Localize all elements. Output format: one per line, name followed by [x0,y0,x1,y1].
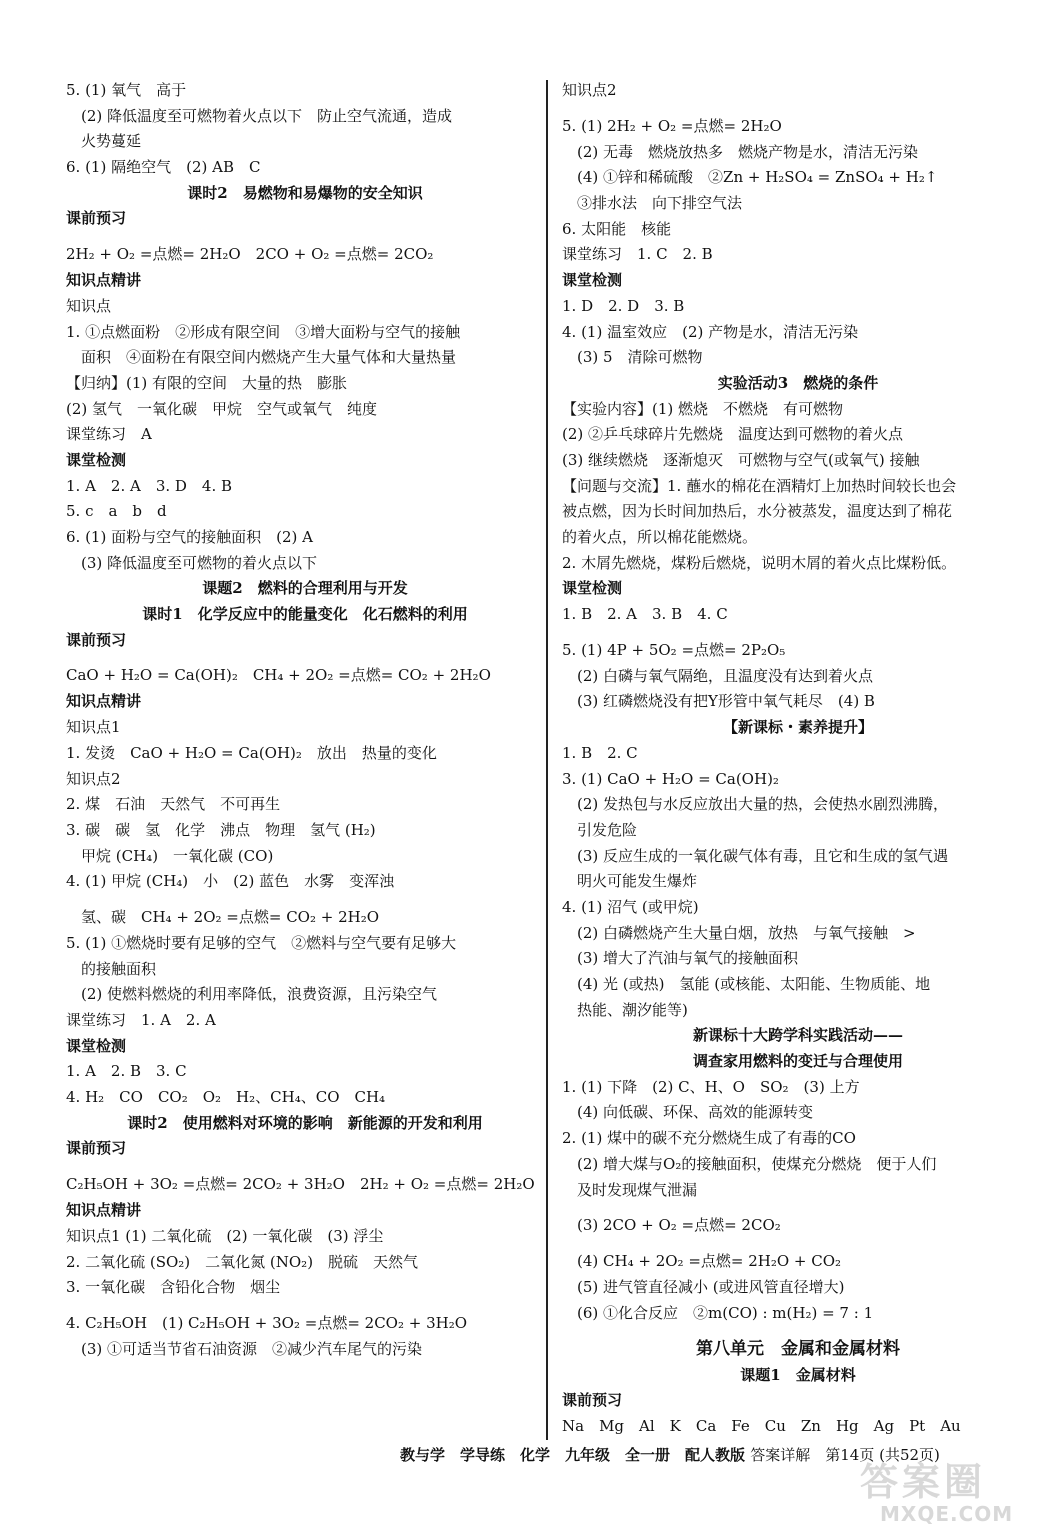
left-line: (2) 氢气 一氧化碳 甲烷 空气或氧气 纯度 [66,399,378,418]
left-line: 知识点精讲 [66,1201,142,1220]
right-line: 课前预习 [562,1391,623,1410]
left-line: 课前预习 [66,1139,127,1158]
left-line: 1. A 2. B 3. C [66,1062,187,1081]
margin-scribble [958,110,988,220]
right-line: (2) 白磷燃烧产生大量白烟，放热 与氧气接触 > [562,923,916,942]
right-line: (4) CH₄ + 2O₂ =点燃= 2H₂O + CO₂ [562,1252,842,1271]
right-line: (2) 白磷与氧气隔绝，且温度没有达到着火点 [562,666,874,685]
right-line: 1. D 2. D 3. B [562,296,685,315]
right-line: (3) 反应生成的一氧化碳气体有毒，且它和生成的氢气遇 [562,846,949,865]
right-line: 课堂检测 [562,271,623,290]
right-line: 调查家用燃料的变迁与合理使用 [692,1052,903,1071]
right-line: 1. (1) 下降 (2) C、H、O SO₂ (3) 上方 [562,1077,860,1096]
left-line: 【归纳】(1) 有限的空间 大量的热 膨胀 [66,373,348,392]
right-column [562,78,1034,1440]
left-line: 2H₂ + O₂ =点燃= 2H₂O 2CO + O₂ =点燃= 2CO₂ [66,245,434,264]
left-line: 知识点2 [66,769,121,788]
right-line: 被点燃，因为长时间加热后，水分被蒸发，温度达到了棉花 [562,502,953,521]
left-line: 1. ①点燃面粉 ②形成有限空间 ③增大面粉与空气的接触 [66,322,461,341]
left-line: 课时1 化学反应中的能量变化 化石燃料的利用 [142,605,468,624]
column-divider [546,80,548,1440]
left-line: 知识点1 [66,718,121,737]
left-line: (2) 降低温度至可燃物着火点以下 防止空气流通，造成 [66,106,453,125]
right-line: (2) ②乒乓球碎片先燃烧 温度达到可燃物的着火点 [562,425,904,444]
left-line: 课时2 使用燃料对环境的影响 新能源的开发和利用 [127,1113,483,1132]
right-line: 【新课标・素养提升】 [722,718,873,737]
right-line: ③排水法 向下排空气法 [562,194,743,213]
left-line: 5. c a b d [66,502,167,521]
left-line: 课堂练习 1. A 2. A [66,1011,216,1029]
left-line: 4. (1) 甲烷 (CH₄) 小 (2) 蓝色 水雾 变浑浊 [66,872,395,891]
left-line: 甲烷 (CH₄) 一氧化碳 (CO) [66,846,274,865]
watermark-logo [860,1462,1040,1532]
left-line: 2. 二氧化硫 (SO₂) 二氧化氮 (NO₂) 脱硫 天然气 [66,1252,419,1271]
left-line: (2) 使燃料燃烧的利用率降低，浪费资源，且污染空气 [66,985,438,1004]
left-line: 知识点1 (1) 二氧化硫 (2) 一氧化碳 (3) 浮尘 [66,1226,384,1245]
left-line: 火势蔓延 [66,132,142,151]
left-line: 的接触面积 [66,959,157,978]
right-line: 3. (1) CaO + H₂O = Ca(OH)₂ [562,769,779,788]
left-line: 5. (1) 氧气 高于 [66,81,187,99]
right-line: 【问题与交流】1. 蘸水的棉花在酒精灯上加热时间较长也会 [562,476,957,495]
right-line: (4) ①锌和稀硫酸 ②Zn + H₂SO₄ = ZnSO₄ + H₂↑ [562,168,938,187]
right-line: 实验活动3 燃烧的条件 [717,373,879,392]
left-line: 6. (1) 隔绝空气 (2) AB C [66,158,261,177]
left-line: CaO + H₂O = Ca(OH)₂ CH₄ + 2O₂ =点燃= CO₂ + 2H₂O [66,666,491,685]
right-line: (5) 进气管直径减小 (或进风管直径增大) [562,1278,845,1297]
right-line: Na Mg Al K Ca Fe Cu Zn Hg Ag Pt Au [562,1416,961,1435]
left-line: 面积 ④面粉在有限空间内燃烧产生大量气体和大量热量 [66,348,457,367]
right-line: 1. B 2. A 3. B 4. C [562,605,728,624]
left-column [66,78,544,1363]
right-line: (6) ①化合反应 ②m(CO) : m(H₂) = 7 : 1 [562,1303,874,1322]
right-line: (2) 增大煤与O₂的接触面积，使煤充分燃烧 便于人们 [562,1154,937,1173]
right-line: 的着火点，所以棉花能燃烧。 [562,528,758,546]
right-line: 及时发现煤气泄漏 [562,1180,698,1199]
right-line: 新课标十大跨学科实践活动—— [692,1026,903,1045]
right-line: 引发危险 [562,820,638,839]
right-line: (3) 增大了汽油与氧气的接触面积 [562,949,799,968]
left-line: 知识点精讲 [66,692,142,711]
right-line: 课堂检测 [562,579,623,598]
left-line: 课前预习 [66,630,127,649]
right-line: (3) 继续燃烧 逐渐熄灭 可燃物与空气(或氧气) 接触 [562,450,920,469]
right-line: 5. (1) 4P + 5O₂ =点燃= 2P₂O₅ [562,640,786,659]
right-line: 2. (1) 煤中的碳不充分燃烧生成了有毒的CO [562,1129,856,1148]
left-line: 课时2 易燃物和易爆物的安全知识 [187,183,423,202]
left-line: 1. A 2. A 3. D 4. B [66,476,233,495]
right-line: 课题1 金属材料 [740,1365,856,1384]
watermark-url: MXQE.COM [880,1502,1014,1526]
right-line: (3) 红磷燃烧没有把Y形管中氧气耗尽 (4) B [562,692,875,711]
right-line: (4) 向低碳、环保、高效的能源转变 [562,1103,814,1122]
right-line: 【实验内容】(1) 燃烧 不燃烧 有可燃物 [562,399,844,418]
right-line: 5. (1) 2H₂ + O₂ =点燃= 2H₂O [562,116,782,135]
right-line: (2) 无毒 燃烧放热多 燃烧产物是水，清洁无污染 [562,142,919,161]
left-line: 课堂检测 [66,1036,127,1055]
right-line: (3) 5 清除可燃物 [562,348,703,367]
left-line: 3. 一氧化碳 含铅化合物 烟尘 [66,1278,281,1297]
left-line: 4. C₂H₅OH (1) C₂H₅OH + 3O₂ =点燃= 2CO₂ + 3H₂O [66,1313,468,1332]
right-line: (2) 发热包与水反应放出大量的热，会使热水剧烈沸腾， [562,795,949,814]
left-line: 氢、碳 CH₄ + 2O₂ =点燃= CO₂ + 2H₂O [66,907,380,926]
right-line: 明火可能发生爆炸 [562,872,698,891]
left-line: (3) 降低温度至可燃物的着火点以下 [66,553,318,572]
left-line: 5. (1) ①燃烧时要有足够的空气 ②燃料与空气要有足够大 [66,933,457,952]
left-line: 课题2 燃料的合理利用与开发 [202,579,408,598]
right-line: (3) 2CO + O₂ =点燃= 2CO₂ [562,1216,781,1235]
right-line: 1. B 2. C [562,743,638,762]
left-line: 1. 发烫 CaO + H₂O = Ca(OH)₂ 放出 热量的变化 [66,743,437,762]
left-line: 6. (1) 面粉与空气的接触面积 (2) A [66,528,313,546]
right-line: 课堂练习 1. C 2. B [562,245,713,264]
left-line: 知识点 [66,296,112,315]
left-line: C₂H₅OH + 3O₂ =点燃= 2CO₂ + 3H₂O 2H₂ + O₂ =点燃= 2H₂O [66,1175,535,1194]
left-line: 4. H₂ CO CO₂ O₂ H₂、CH₄、CO CH₄ [66,1088,386,1107]
right-line: 第八单元 金属和金属材料 [696,1338,900,1359]
right-line: 热能、潮汐能等) [562,1000,688,1019]
left-line: 课堂练习 A [66,425,152,444]
left-line: (3) ①可适当节省石油资源 ②减少汽车尾气的污染 [66,1339,423,1358]
watermark-logo-text: 答案圈 [860,1460,987,1504]
right-line: 6. 太阳能 核能 [562,219,672,238]
right-line: 4. (1) 沼气 (或甲烷) [562,897,699,916]
right-line: 2. 木屑先燃烧，煤粉后燃烧，说明木屑的着火点比煤粉低。 [562,553,957,572]
right-line: (4) 光 (或热) 氢能 (或核能、太阳能、生物质能、地 [562,975,931,993]
left-line: 3. 碳 碳 氢 化学 沸点 物理 氢气 (H₂) [66,820,376,839]
left-line: 课堂检测 [66,450,127,469]
left-line: 2. 煤 石油 天然气 不可再生 [66,795,281,814]
right-line: 知识点2 [562,81,617,99]
left-line: 课前预习 [66,209,127,228]
left-line: 知识点精讲 [66,271,142,290]
footer-page-info: 答案详解 第14页 (共52页) [750,1446,940,1464]
footer-series: 教与学 学导练 化学 九年级 全一册 配人教版 [400,1446,746,1464]
right-line: 4. (1) 温室效应 (2) 产物是水，清洁无污染 [562,322,859,341]
